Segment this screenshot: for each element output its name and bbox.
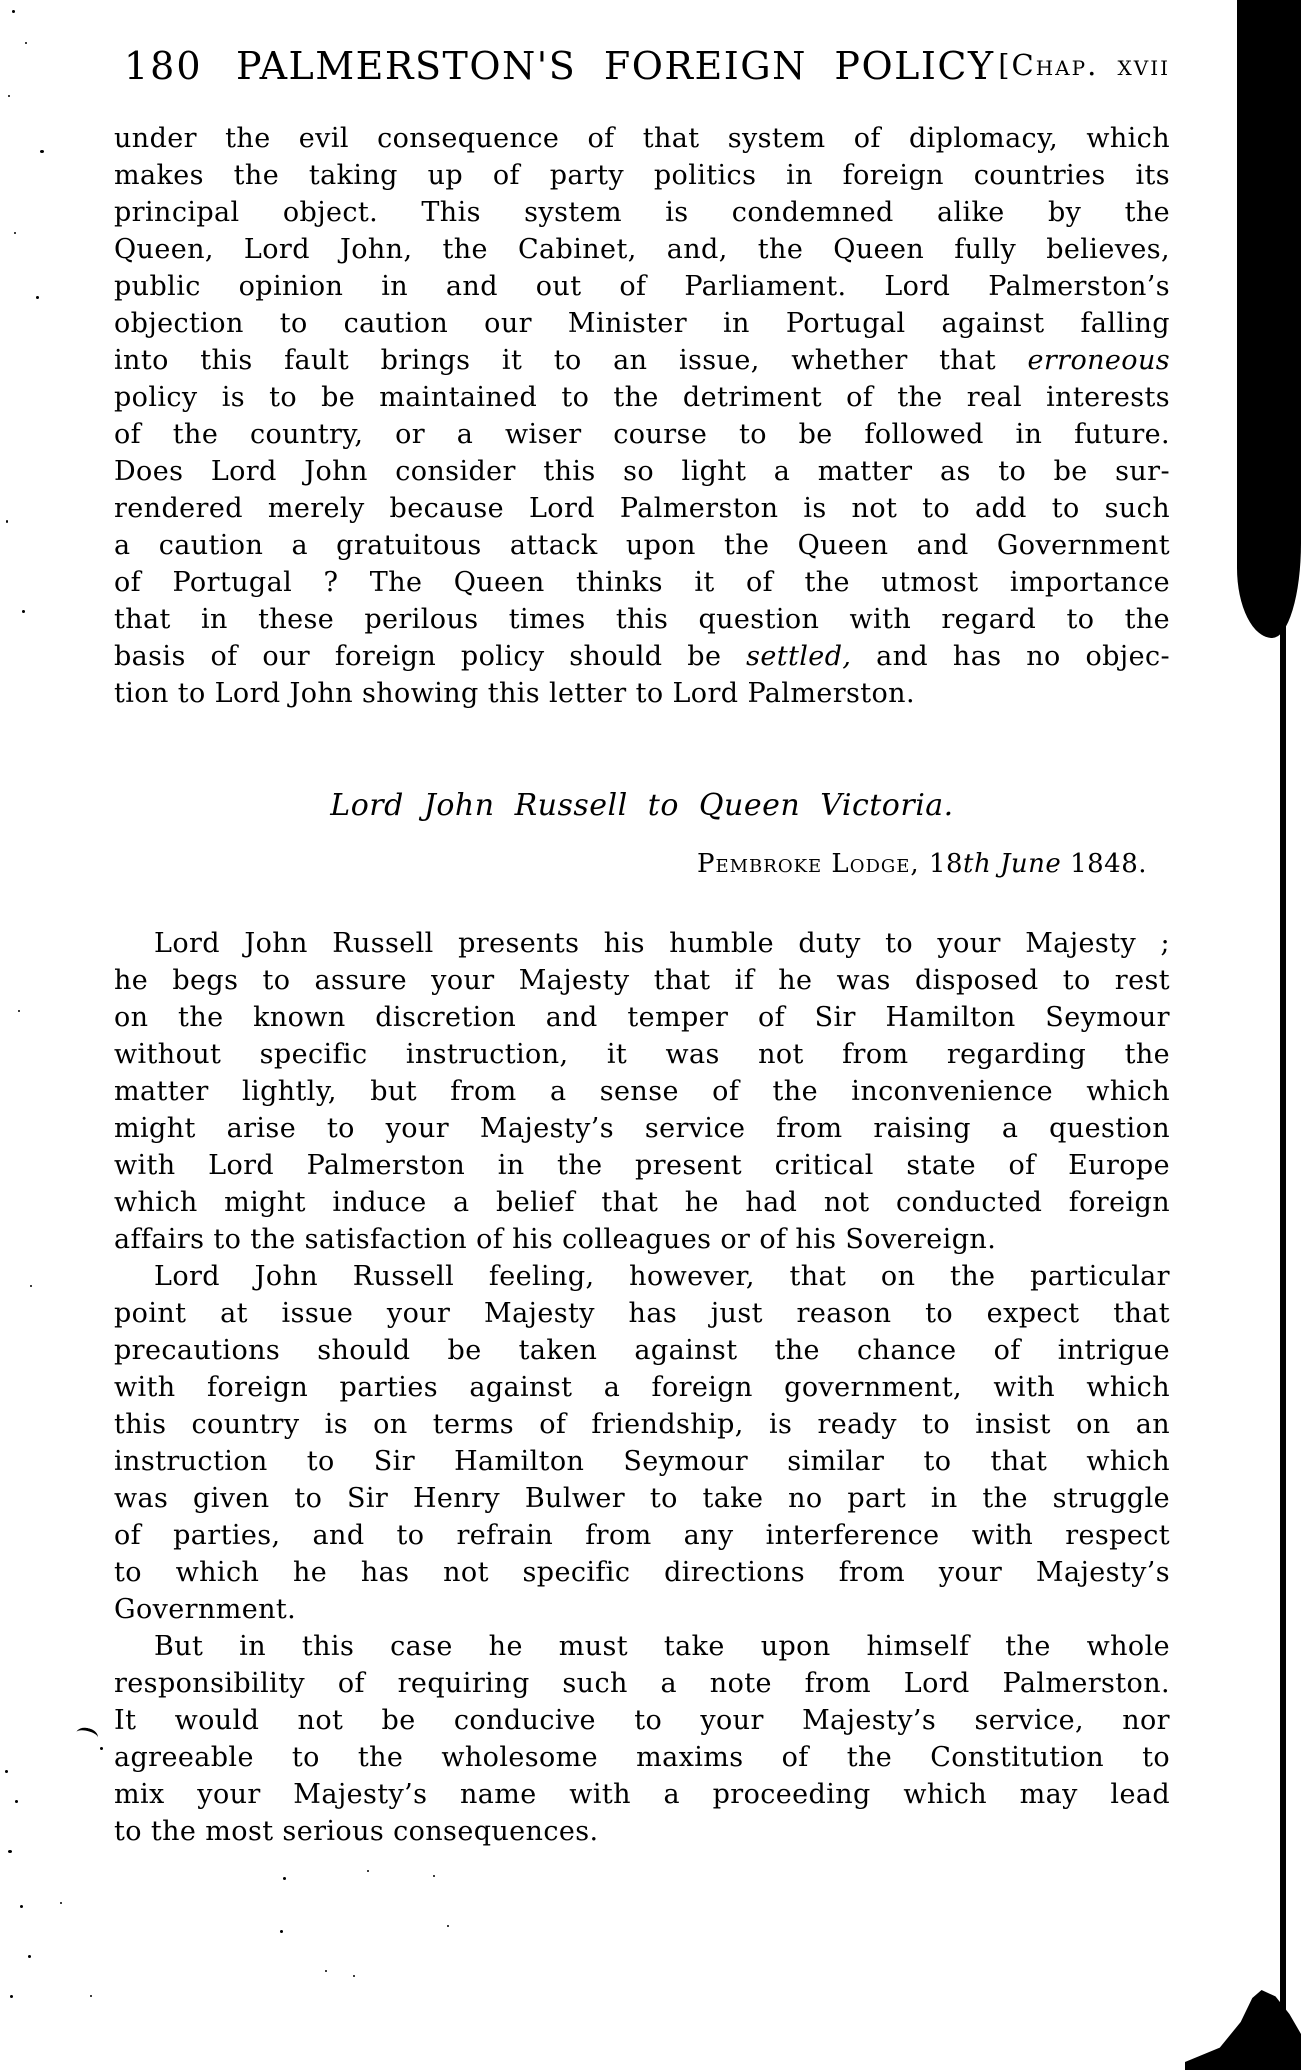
text-line: policy is to be maintained to the detriment of the real interests [114, 382, 1170, 413]
text-line: Queen, Lord John, the Cabinet, and, the Queen fully believes, [114, 234, 1170, 265]
dateline-month: th June [963, 849, 1071, 879]
text-line: objection to caution our Minister in Portugal against falling [114, 308, 1170, 339]
text-line: to the most serious consequences. [114, 1816, 599, 1847]
scan-speck [12, 10, 15, 13]
scan-speck [367, 1870, 369, 1872]
letter-dateline [114, 849, 1147, 879]
text-line: affairs to the satisfaction of his colleagues or of his Sovereign. [114, 1224, 997, 1255]
text-line: he begs to assure your Majesty that if he was disposed to rest [114, 965, 1170, 996]
text-line: tion to Lord John showing this letter to Lord Palmerston. [114, 678, 915, 709]
scan-squiggle [75, 1726, 100, 1745]
text-line: with foreign parties against a foreign government, with which [114, 1372, 1170, 1403]
scan-speck [90, 1995, 92, 1997]
text-line: of the country, or a wiser course to be followed in future. [114, 419, 1170, 450]
dateline-year: 1848. [1070, 849, 1147, 879]
scan-speck [36, 296, 39, 299]
letter-body [114, 925, 1170, 1850]
text-line: But in this case he must take upon himself the whole [154, 1631, 1170, 1662]
text-line: principal object. This system is condemned alike by the [114, 197, 1170, 228]
scan-artifact-binding-line [1280, 600, 1286, 2070]
text-line: It would not be conducive to your Majesty’s service, nor [114, 1705, 1170, 1736]
page-number: 180 [124, 44, 203, 88]
text-line: a caution a gratuitous attack upon the Queen and Government [114, 530, 1170, 561]
scan-speck [22, 610, 25, 613]
text-line: which might induce a belief that he had not conducted foreign [114, 1187, 1170, 1218]
text-line: of parties, and to refrain from any interference with respect [114, 1520, 1170, 1551]
scan-speck [5, 1770, 8, 1773]
text-line: Lord John Russell presents his humble duty to your Majesty ; [154, 928, 1170, 959]
text-line: that in these perilous times this question with regard to the [114, 604, 1170, 635]
scan-speck [25, 42, 27, 44]
scan-speck [14, 232, 16, 234]
text-line: basis of our foreign policy should be settled, and has no objec- [114, 641, 1170, 672]
text-line: point at issue your Majesty has just reason to expect that [114, 1298, 1170, 1329]
text-line: instruction to Sir Hamilton Seymour similar to that which [114, 1446, 1170, 1477]
scan-speck [20, 1905, 23, 1908]
text-line: on the known discretion and temper of Sir Hamilton Seymour [114, 1002, 1170, 1033]
paragraph-continuation [114, 120, 1170, 712]
text-line: makes the taking up of party politics in foreign countries its [114, 160, 1170, 191]
text-line: precautions should be taken against the chance of intrigue [114, 1335, 1170, 1366]
text-line: was given to Sir Henry Bulwer to take no part in the struggle [114, 1483, 1170, 1514]
text-line: public opinion in and out of Parliament. Lord Palmerston’s [114, 271, 1170, 302]
text-line: to which he has not specific directions from your Majesty’s [114, 1557, 1170, 1588]
scan-speck [30, 1285, 32, 1287]
scan-artifact-binding-bar [1237, 0, 1301, 638]
text-line: mix your Majesty’s name with a proceeding which may lead [114, 1779, 1170, 1810]
text-line: might arise to your Majesty’s service from raising a question [114, 1113, 1170, 1144]
text-line: with Lord Palmerston in the present critical state of Europe [114, 1150, 1170, 1181]
text-line: matter lightly, but from a sense of the inconvenience which [114, 1076, 1170, 1107]
running-title: PALMERSTON'S FOREIGN POLICY [236, 44, 995, 88]
scan-speck [280, 1930, 283, 1933]
text-line: Lord John Russell feeling, however, that on the particular [154, 1261, 1170, 1292]
scan-speck [15, 1800, 18, 1803]
text-line: of Portugal ? The Queen thinks it of the utmost importance [114, 567, 1170, 598]
scan-speck [8, 1850, 12, 1853]
scan-speck [447, 1925, 449, 1927]
text-line: Does Lord John consider this so light a matter as to be sur- [114, 456, 1170, 487]
scan-speck [100, 1747, 103, 1750]
scan-speck [28, 1955, 31, 1958]
scan-speck [8, 95, 10, 97]
scan-speck [18, 1010, 20, 1012]
scan-speck [6, 520, 8, 523]
chapter-label: [Chap. xvii [998, 48, 1170, 82]
letter-heading: Lord John Russell to Queen Victoria. [330, 788, 954, 823]
text-line: into this fault brings it to an issue, whether that erroneous [114, 345, 1170, 376]
text-line: without specific instruction, it was not from regarding the [114, 1039, 1170, 1070]
text-line: agreeable to the wholesome maxims of the Constitution to [114, 1742, 1170, 1773]
scan-speck [433, 1875, 435, 1877]
scan-speck [60, 1902, 62, 1904]
scan-speck [10, 1995, 13, 1998]
running-header [114, 44, 1170, 96]
text-line: rendered merely because Lord Palmerston is not to add to such [114, 493, 1170, 524]
text-line: this country is on terms of friendship, is ready to insist on an [114, 1409, 1170, 1440]
text-line: responsibility of requiring such a note from Lord Palmerston. [114, 1668, 1170, 1699]
scan-speck [40, 150, 44, 153]
scan-speck [325, 1970, 327, 1972]
dateline-day: 18 [928, 849, 964, 879]
text-line: Government. [114, 1594, 297, 1625]
scan-speck [353, 1975, 355, 1977]
scan-speck [283, 1877, 286, 1880]
text-line: under the evil consequence of that system of diplomacy, which [114, 123, 1170, 154]
dateline-place: Pembroke Lodge, [696, 849, 929, 879]
